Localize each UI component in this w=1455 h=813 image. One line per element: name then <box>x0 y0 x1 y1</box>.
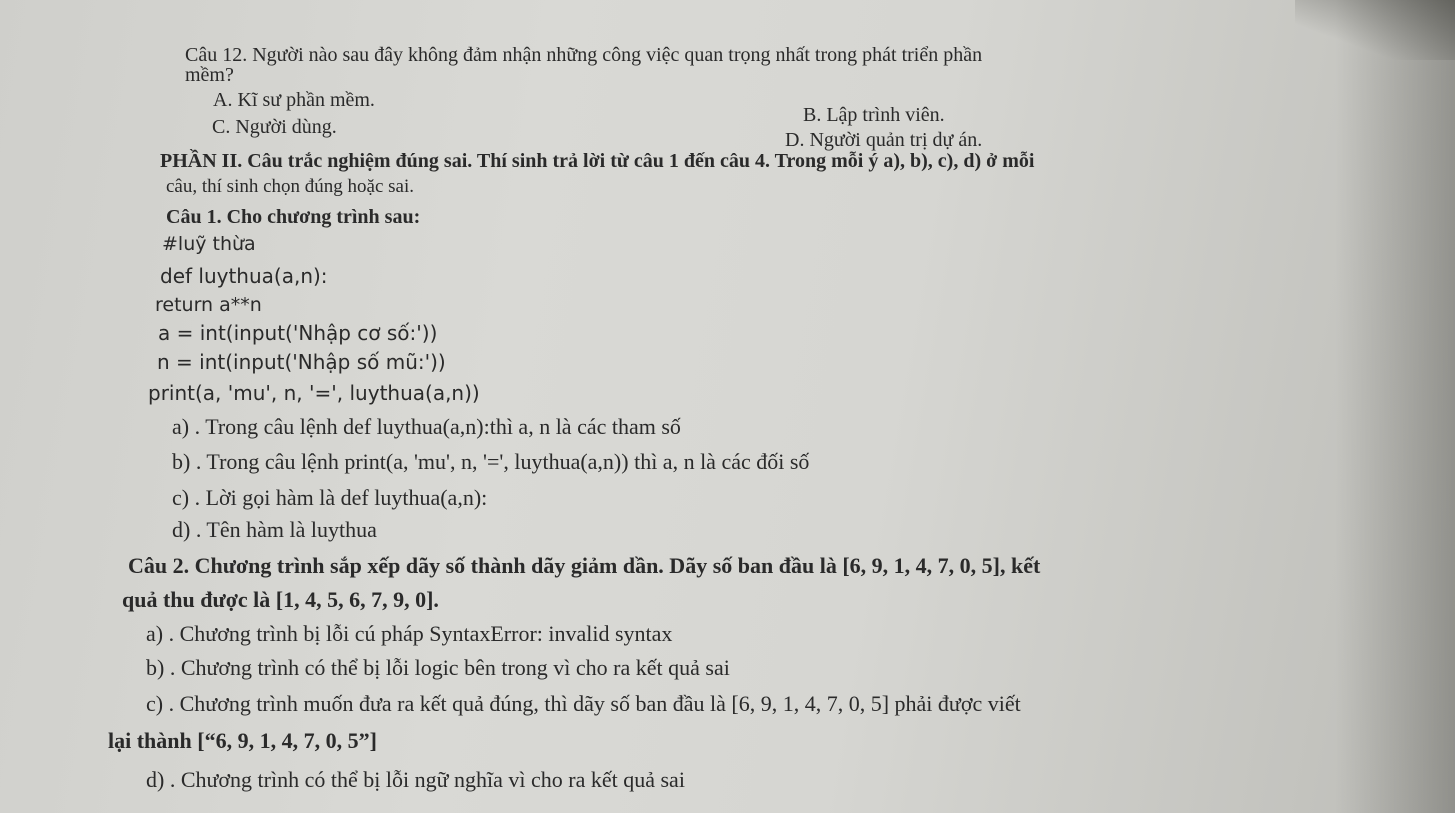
q12-option-a: A. Kĩ sư phần mềm. <box>213 89 375 111</box>
c2-statement-d: d) . Chương trình có thể bị lỗi ngữ nghĩa vì cho ra kết quả sai <box>146 767 685 792</box>
c1-statement-b: b) . Trong câu lệnh print(a, 'mu', n, '=', luythua(a,n)) thì a, n là các đối số <box>172 449 810 474</box>
c1-code-line: a = int(input('Nhập cơ số:')) <box>158 321 438 345</box>
c1-code-line: print(a, 'mu', n, '=', luythua(a,n)) <box>148 381 480 405</box>
c2-statement-c-line2: lại thành [“6, 9, 1, 4, 7, 0, 5”] <box>108 728 377 753</box>
q12-stem-line2: mềm? <box>185 64 234 86</box>
q12-option-b: B. Lập trình viên. <box>803 104 945 126</box>
part2-instruction-line1: PHẦN II. Câu trắc nghiệm đúng sai. Thí sinh trả lời từ câu 1 đến câu 4. Trong mỗi ý a), b), c), d) ở mỗi <box>160 150 1035 172</box>
c1-code-line: n = int(input('Nhập số mũ:')) <box>157 350 446 374</box>
c2-statement-c-line1: c) . Chương trình muốn đưa ra kết quả đúng, thì dãy số ban đầu là [6, 9, 1, 4, 7, 0, 5] phải được viết <box>146 691 1021 716</box>
q12-stem-line1: Câu 12. Người nào sau đây không đảm nhận những công việc quan trọng nhất trong phát triển phần <box>185 44 983 66</box>
c1-title: Câu 1. Cho chương trình sau: <box>166 206 421 228</box>
q12-option-c: C. Người dùng. <box>212 116 337 138</box>
q12-option-d: D. Người quản trị dự án. <box>785 129 983 151</box>
c1-statement-c: c) . Lời gọi hàm là def luythua(a,n): <box>172 485 488 510</box>
page-shadow-right <box>1335 0 1455 813</box>
c1-code-line: #luỹ thừa <box>162 233 256 255</box>
c2-statement-a: a) . Chương trình bị lỗi cú pháp SyntaxError: invalid syntax <box>146 621 673 646</box>
c2-statement-b: b) . Chương trình có thể bị lỗi logic bên trong vì cho ra kết quả sai <box>146 655 730 680</box>
c1-statement-d: d) . Tên hàm là luythua <box>172 517 377 542</box>
c1-code-line: def luythua(a,n): <box>160 264 328 288</box>
part2-instruction-line2: câu, thí sinh chọn đúng hoặc sai. <box>166 176 415 197</box>
c1-code-line: return a**n <box>155 294 262 316</box>
c1-statement-a: a) . Trong câu lệnh def luythua(a,n):thì a, n là các tham số <box>172 414 681 439</box>
c2-stem-line2: quả thu được là [1, 4, 5, 6, 7, 9, 0]. <box>122 587 439 612</box>
c2-stem-line1: Câu 2. Chương trình sắp xếp dãy số thành dãy giảm dần. Dãy số ban đầu là [6, 9, 1, 4, 7, 0, 5], kết <box>128 553 1041 578</box>
page-shadow-corner <box>1295 0 1455 60</box>
